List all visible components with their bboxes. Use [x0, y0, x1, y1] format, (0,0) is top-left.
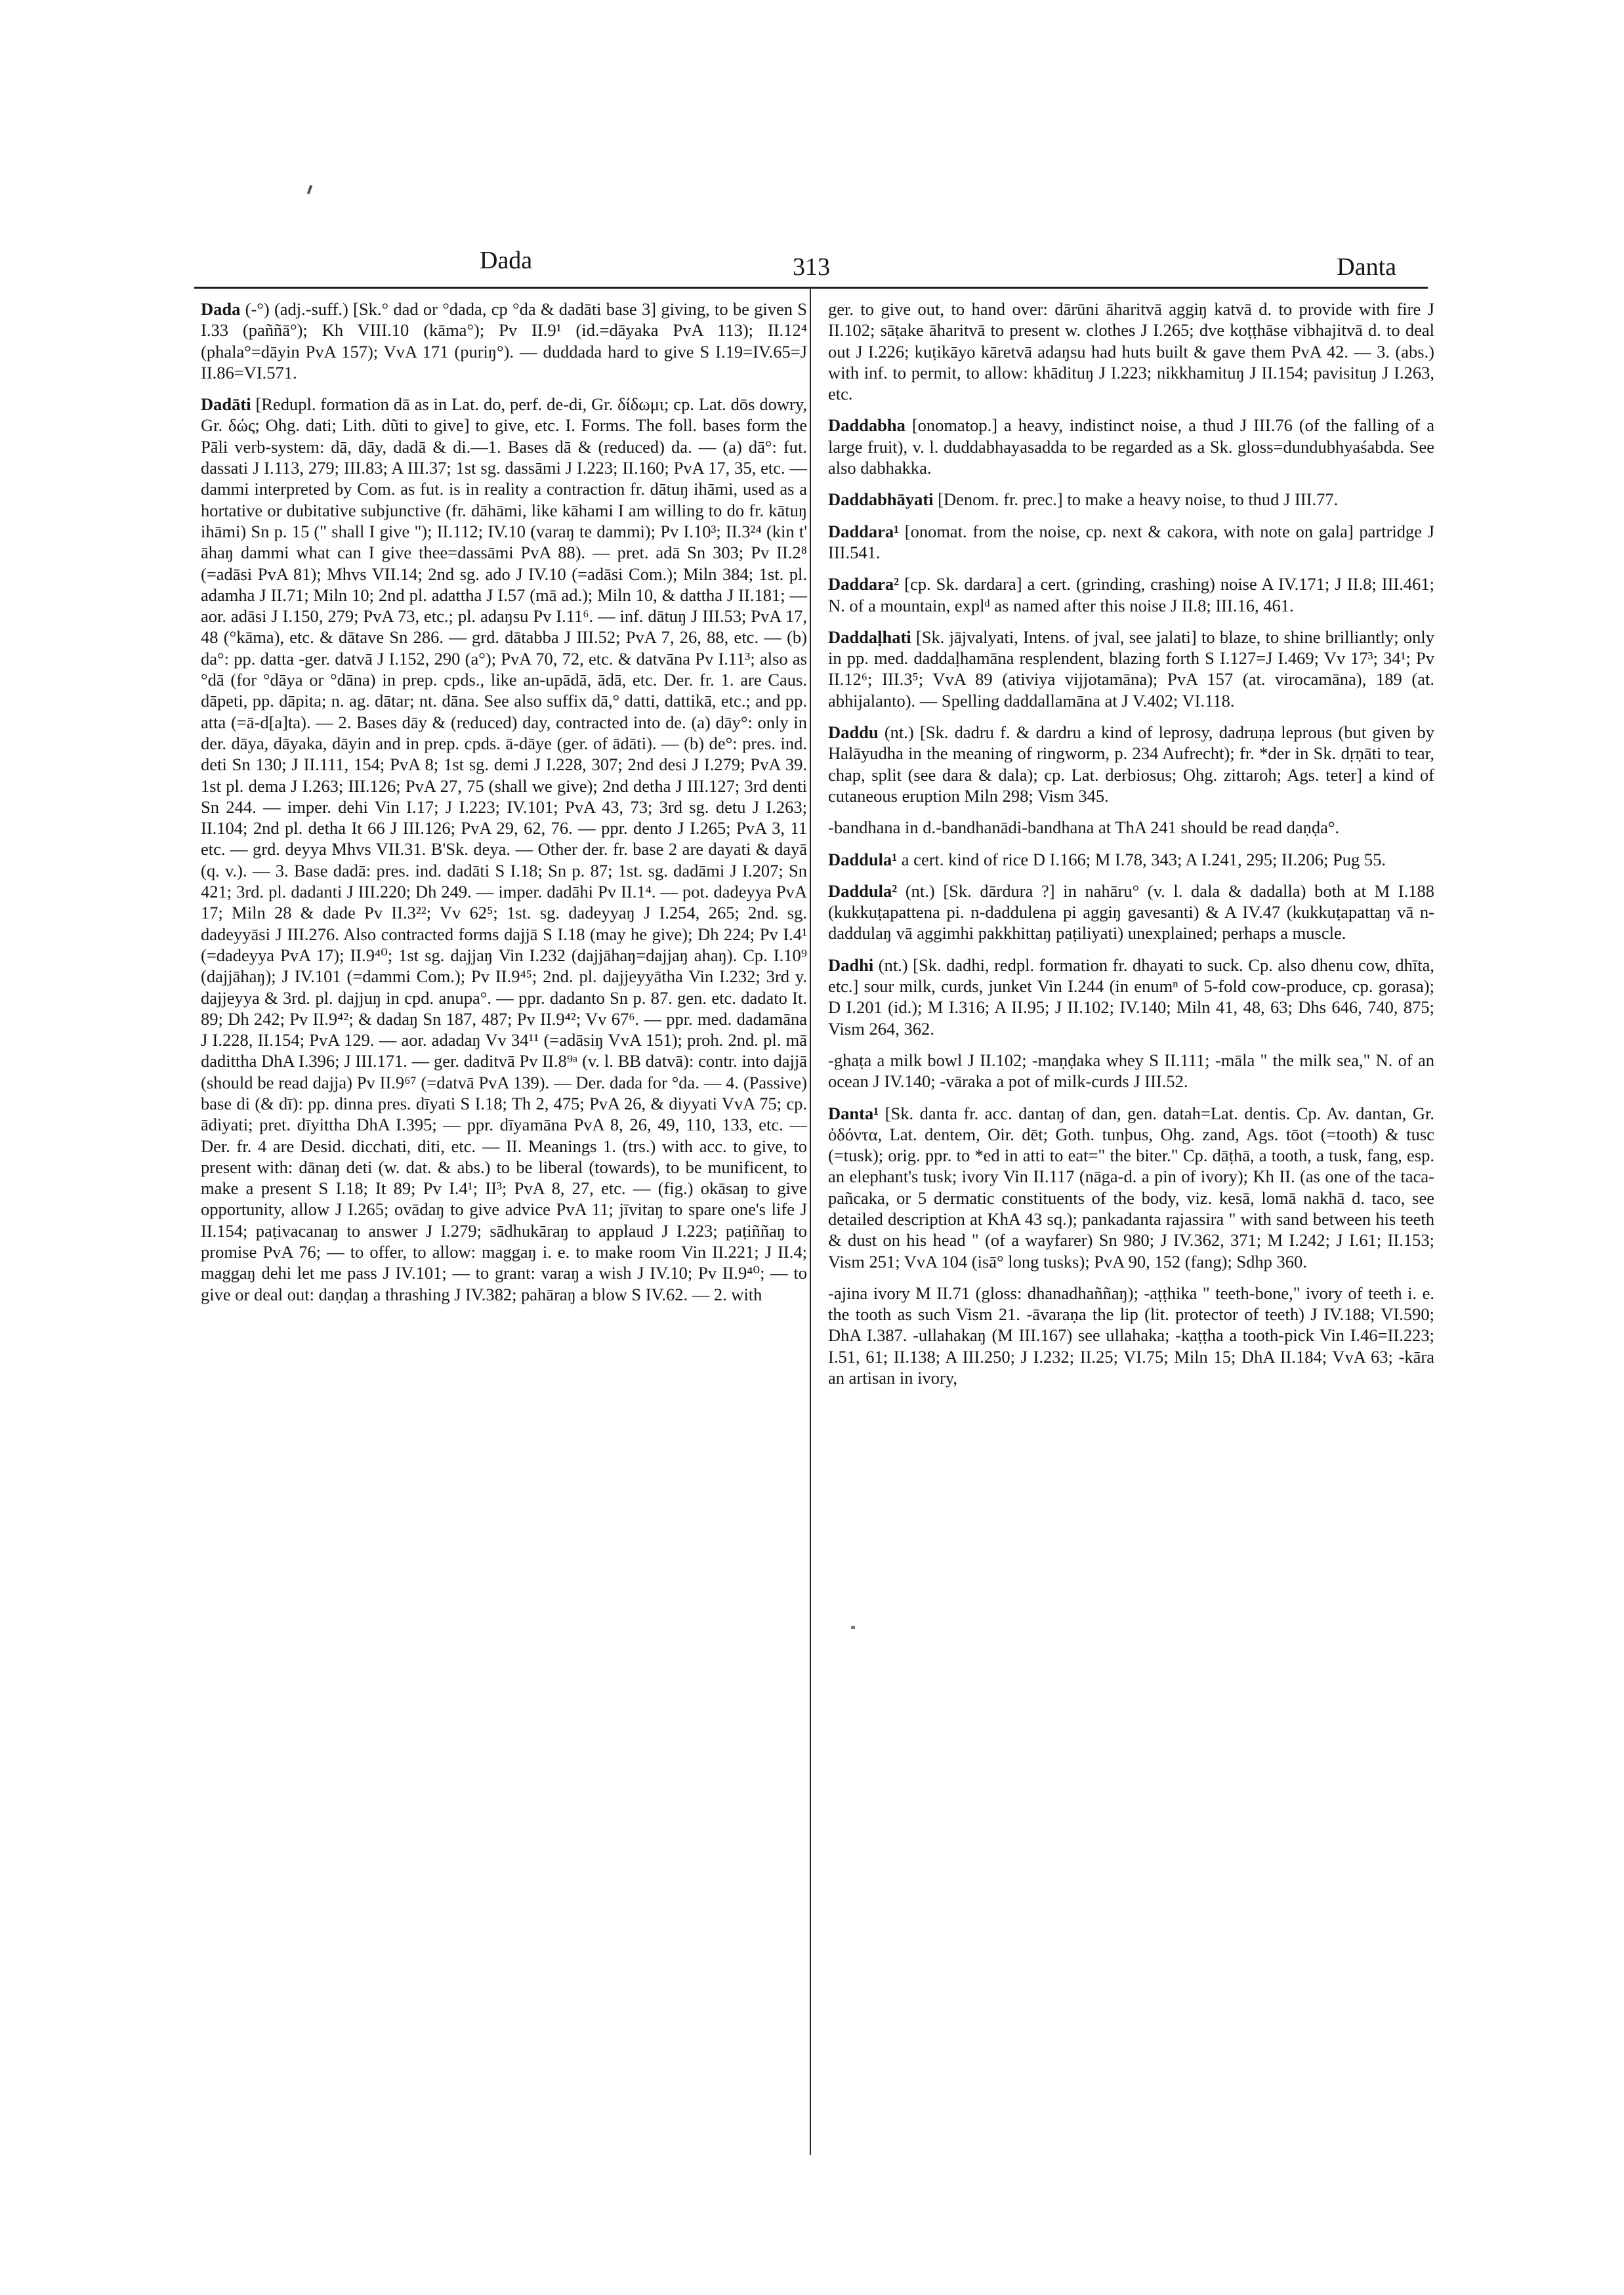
- dictionary-entry: [828, 1050, 1434, 1092]
- dictionary-entry: [828, 415, 1434, 478]
- right-guide-word: Danta: [1337, 253, 1396, 281]
- entry-text: [Redupl. formation dā as in Lat. do, perf. de-di, Gr. δίδωμι; cp. Lat. dōs dowry, Gr. δώς; Ohg. dati; Lith. dũti to give] to give, etc. I. Forms. The foll. bases form the Pāli verb-system: dā, dāy, dadā & di.—1. Bases dā & (reduced) da. — (a) dā°: fut. dassati J I.113, 279; III.83; A III.37; 1st sg. dassāmi J I.223; II.160; PvA 17, 35, etc. — dammi interpreted by Com. as fut. is in reality a contraction fr. dātuŋ ihāmi, used as a hortative or dubitative subjunctive (fr. dāhāmi, like kāhami I am willing to do fr. kātuŋ ihāmi) Sn p. 15 (" shall I give "); II.112; IV.10 (varaŋ te dammi); Pv I.10³; II.3²⁴ (kin t' āhaŋ dammi what can I give thee=dassāmi PvA 88). — pret. adā Sn 303; Pv II.2⁸ (=adāsi PvA 81); Mhvs VII.14; 2nd sg. ado J IV.10 (=adāsi Com.); Miln 384; 1st. pl. adamha J II.71; Miln 10; 2nd pl. adattha J I.57 (mā ad.); Miln 10, & dattha J II.181; — aor. adāsi J I.150, 279; PvA 73, etc.; pl. adaŋsu Pv I.11⁶. — inf. dātuŋ J III.53; PvA 17, 48 (°kāma), etc. & dātave Sn 286. — grd. dātabba J III.52; PvA 7, 26, 88, etc. — (b) da°: pp. datta -ger. datvā J I.152, 290 (a°); PvA 70, 72, etc. & datvāna Pv I.11³; also as °dā (for °dāya or °dāna) in prep. cpds., like an-upādā, ādā, etc. Der. fr. 1. are Caus. dāpeti, pp. dāpita; n. ag. dātar; nt. dāna. See also suffix dā,° datti, dattikā, etc.; and pp. atta (=ā-d[a]ta). — 2. Bases dāy & (reduced) day, contracted into de. (a) dāy°: only in der. dāya, dāyaka, dāyin and in prep. cpds. ā-dāye (ger. of ādāti). — (b) de°: pres. ind. deti Sn 130; J II.111, 154; PvA 8; 1st sg. demi J I.228, 307; 2nd desi J I.279; PvA 39. 1st pl. dema J I.263; III.126; PvA 27, 75 (shall we give); 2nd detha J III.127; 3rd denti Sn 244. — imper. dehi Vin I.17; J I.223; IV.101; PvA 43, 73; 3rd sg. detu J I.263; II.104; 2nd pl. detha It 66 J III.126; PvA 29, 62, 76. — ppr. dento J I.265; PvA 3, 11 etc. — grd. deyya Mhvs VII.31. B'Sk. deya. — Other der. fr. base 2 are dayati & dayā (q. v.). — 3. Base dadā: pres. ind. dadāti S I.18; Sn p. 87; 1st. sg. dadāmi J I.207; Sn 421; 3rd. pl. dadanti J III.220; Dh 249. — imper. dadāhi Pv II.1⁴. — pot. dadeyya PvA 17; Miln 28 & dade Pv II.3²²; Vv 62⁵; 1st. sg. dadeyyaŋ J I.254, 265; 2nd. sg. dadeyyāsi J III.276. Also contracted forms dajjā S I.18 (may he give); Dh 224; Pv I.4¹ (=dadeyya PvA 17); II.9⁴⁰; 1st sg. dajjaŋ Vin I.232 (dajjāhaŋ=dajjaŋ ahaŋ). Cp. I.10⁹ (dajjāhaŋ); J IV.101 (=dammi Com.); Pv II.9⁴⁵; 2nd. pl. dajjeyyātha Vin I.232; 3rd y. dajjeyya & 3rd. pl. dajjuŋ in cpd. anupa°. — ppr. dadanto Sn p. 87. gen. etc. dadato It. 89; Dh 242; Pv II.9⁴²; & dadaŋ Sn 187, 487; Pv II.9⁴²; Vv 67⁶. — ppr. med. dadamāna J I.228, II.154; PvA 129. — aor. adadaŋ Vv 34¹¹ (=adāsiŋ VvA 151); proh. 2nd. pl. mā dadittha DhA I.396; J III.171. — ger. daditvā Pv II.8⁹ᵃ (v. l. BB datvā): contr. into dajjā (should be read dajja) Pv II.9⁶⁷ (=datvā PvA 139). — Der. dada for °da. — 4. (Passive) base di (& dī): pp. dinna pres. dīyati S I.18; Th 2, 475; PvA 26, & diyyati VvA 75; cp. ādiyati; pret. dīyittha DhA I.395; — ppr. dīyamāna PvA 8, 26, 49, 110, 133, etc. — Der. fr. 4 are Desid. dicchati, diti, etc. — II. Meanings 1. (trs.) with acc. to give, to present with: dānaŋ deti (w. dat. & abs.) to be liberal (towards), to be munificent, to make a present S I.18; It 89; Pv I.4¹; II³; PvA 8, 27, etc. — (fig.) okāsaŋ to give opportunity, allow J I.265; ovādaŋ to give advice PvA 11; jīvitaŋ to spare one's life J II.154; paṭivacanaŋ to answer J I.279; sādhukāraŋ to applaud J I.223; paṭiññaŋ to promise PvA 76; — to offer, to allow: maggaŋ i. e. to make room Vin II.221; J II.4; maggaŋ dehi let me pass J IV.101; — to grant: varaŋ a wish J IV.10; Pv II.9⁴⁰; — to give or deal out: daṇḍaŋ a thrashing J IV.382; pahāraŋ a blow S IV.62. — 2. with: [201, 394, 807, 1304]
- left-guide-word: Dada: [480, 247, 533, 274]
- entry-text: (-°) (adj.-suff.) [Sk.° dad or °dada, cp °da & dadāti base 3] giving, to be given S I.33 (paññā°); Kh VIII.10 (kāma°); Pv II.9¹ (id.=dāyaka PvA 113); II.12⁴ (phala°=dāyin PvA 157); VvA 171 (puriŋ°). — duddada hard to give S I.19=IV.65=J II.86=VI.571.: [201, 299, 807, 382]
- dictionary-entry: [828, 880, 1434, 944]
- entry-headword: Danta¹: [828, 1103, 879, 1123]
- entry-text: -ajina ivory M II.71 (gloss: dhanadhaññaŋ); -aṭṭhika " teeth-bone," ivory of teeth i. e. the tooth as such Vism 21. -āvaraṇa the lip (lit. protector of teeth) J IV.188; VI.590; DhA I.387. -ullahakaŋ (M III.167) see ullahaka; -kaṭṭha a tooth-pick Vin I.46=II.223; I.51, 61; II.138; A III.250; J I.232; II.25; VI.75; Miln 15; DhA II.184; VvA 63; -kāra an artisan in ivory,: [828, 1283, 1434, 1388]
- entry-text: [Sk. danta fr. acc. dantaŋ of dan, gen. datah=Lat. dentis. Cp. Av. dantan, Gr. ὀδόντα, Lat. dentem, Oir. dēt; Goth. tunþus, Ohg. zand, Ags. tōot (=tooth) & tusc (=tusk); orig. ppr. to *ed in atti to eat=" the biter." Cp. dāṭhā, a tooth, a tusk, fang, esp. an elephant's tusk; ivory Vin II.117 (nāga-d. a pin of ivory); Kh II. (as one of the taca-pañcaka, or 5 dermatic constituents of the body, viz. kesā, lomā nakhā d. taco, see detailed description at KhA 43 sq.); pankadanta rajassira " with sand between his teeth & dust on his head " (of a wayfarer) Sn 980; J IV.362, 371; M I.242; J I.61; II.153; Vism 251; VvA 104 (isā° long tusks); PvA 90, 152 (fang); Sdhp 360.: [828, 1103, 1434, 1272]
- dictionary-entry: [828, 627, 1434, 711]
- dictionary-entry: [828, 849, 1434, 870]
- entry-headword: Daddabhāyati: [828, 489, 934, 510]
- entry-text: [onomat. from the noise, cp. next & cakora, with note on gala] partridge J III.541.: [828, 521, 1434, 562]
- entry-text: -ghaṭa a milk bowl J II.102; -maṇḍaka whey S II.111; -māla " the milk sea," N. of an ocean J IV.140; -vāraka a pot of milk-curds J III.52.: [828, 1050, 1434, 1092]
- column-divider: [810, 287, 811, 2155]
- page-number: 313: [793, 253, 830, 281]
- entry-headword: Daddu: [828, 722, 879, 743]
- entry-text: -bandhana in d.-bandhanādi-bandhana at ThA 241 should be read daṇḍa°.: [828, 817, 1340, 838]
- dictionary-entry: [201, 299, 807, 383]
- entry-text: a cert. kind of rice D I.166; M I.78, 343; A I.241, 295; II.206; Pug 55.: [897, 849, 1386, 869]
- entry-headword: Daddula²: [828, 880, 898, 901]
- scan-speck: [307, 185, 313, 195]
- dictionary-entry: [828, 521, 1434, 564]
- entry-headword: Daddara¹: [828, 521, 900, 541]
- dictionary-entry: [828, 817, 1434, 838]
- entry-headword: Daddaḷhati: [828, 627, 911, 647]
- right-column: [828, 299, 1434, 2162]
- entry-text: [Sk. jājvalyati, Intens. of jval, see jalati] to blaze, to shine brilliantly; only in pp. med. daddaḷhamāna resplendent, blazing forth S I.127=J I.469; Vv 17³; 34¹; Pv II.12⁶; III.3⁵; VvA 89 (ativiya vijjotamāna); PvA 157 (at. virocamāna), 189 (at. abhijalanto). — Spelling daddallamāna at J V.402; VI.118.: [828, 627, 1434, 711]
- dictionary-entry: [828, 299, 1434, 404]
- dictionary-entry: [828, 722, 1434, 806]
- header-rule: [194, 287, 1428, 289]
- entry-text: [cp. Sk. dardara] a cert. (grinding, crashing) noise A IV.171; J II.8; III.461; N. of a mountain, explᵈ as named after this noise J II.8; III.16, 461.: [828, 574, 1434, 615]
- entry-text: (nt.) [Sk. dārdura ?] in nahāru° (v. l. dala & dadalla) both at M I.188 (kukkuṭapattena pi. n-daddulena pi aggiŋ gavesanti) & A IV.47 (kukkuṭapattaŋ vā n-daddulaŋ vā aggimhi pakkhittaŋ paṭiliyati) unexplained; perhaps a muscle.: [828, 880, 1434, 943]
- entry-headword: Dadhi: [828, 955, 874, 975]
- dictionary-entry: [828, 1103, 1434, 1272]
- entry-text: (nt.) [Sk. dadhi, redpl. formation fr. dhayati to suck. Cp. also dhenu cow, dhīta, etc.] sour milk, curds, junket Vin I.244 (in enumⁿ of 5-fold cow-produce, cp. gorasa); D I.201 (id.); M I.316; A II.95; J II.102; IV.140; Miln 41, 48, 63; Dhs 646, 740, 875; Vism 264, 362.: [828, 955, 1434, 1039]
- entry-text: (nt.) [Sk. dadru f. & dardru a kind of leprosy, dadruṇa leprous (but given by Halāyudha in the meaning of ringworm, p. 234 Aufrecht); fr. *der in Sk. dṛṇāti to tear, chap, split (see dara & dala); cp. Lat. derbiosus; Ohg. zittaroh; Ags. teter] a kind of cutaneous eruption Miln 298; Vism 345.: [828, 722, 1434, 806]
- entry-headword: Daddabha: [828, 415, 906, 436]
- dictionary-entry: [828, 1283, 1434, 1388]
- dictionary-entry: [828, 489, 1434, 510]
- entry-text: [Denom. fr. prec.] to make a heavy noise, to thud J III.77.: [933, 489, 1339, 510]
- entry-text: ger. to give out, to hand over: dārūni āharitvā aggiŋ katvā d. to provide with fire J II.102; sāṭake āharitvā to present w. clothes J I.265; dve koṭṭhāse vibhajitvā d. to deal out J I.226; kuṭikāyo kāretvā adaŋsu had huts built & gave them PvA 42. — 3. (abs.) with inf. to permit, to allow: khādituŋ J I.223; nikkhamituŋ J II.154; pavisituŋ J I.263, etc.: [828, 299, 1434, 404]
- dictionary-entry: [201, 394, 807, 1305]
- entry-text: [onomatop.] a heavy, indistinct noise, a thud J III.76 (of the falling of a large fruit), v. l. duddabhayasadda to be regarded as a Sk. gloss=dundubhyaśabda. See also dabhakka.: [828, 415, 1434, 478]
- dictionary-entry: [828, 573, 1434, 616]
- left-column: [201, 299, 807, 2162]
- entry-headword: Dadāti: [201, 394, 251, 415]
- entry-headword: Dada: [201, 299, 241, 319]
- entry-headword: Daddula¹: [828, 849, 898, 869]
- running-header: [194, 246, 1428, 285]
- dictionary-entry: [828, 955, 1434, 1039]
- entry-headword: Daddara²: [828, 574, 900, 594]
